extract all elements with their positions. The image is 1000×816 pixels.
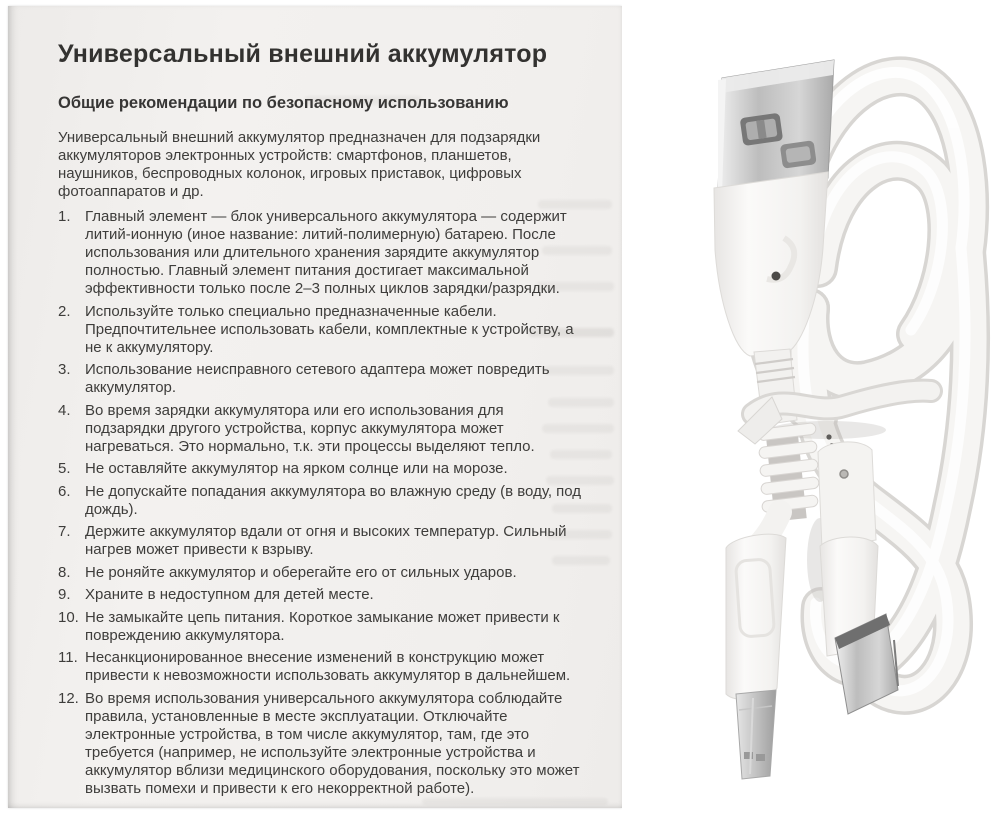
list-item-number: 5. <box>58 460 71 477</box>
usb-cable-photo <box>622 0 1000 816</box>
bleed-through-artifact <box>422 798 608 805</box>
list-item-text: Главный элемент — блок универсального аккумулятора — содержит литий-ионную (иное название: литий-полимерную) батарею. После использования или длительного хранения зарядите аккумулятор полностью. Главный элемент питания достигает максимальной эффективности только после 2–3 полных циклов зарядки/разрядки. <box>85 208 567 297</box>
list-item-text: Храните в недоступном для детей месте. <box>85 586 374 603</box>
list-item-text: Не роняйте аккумулятор и оберегайте его от сильных ударов. <box>85 563 517 581</box>
list-item-number: 12. <box>58 689 79 707</box>
bleed-through-artifact <box>546 530 612 539</box>
list-item <box>58 649 586 685</box>
list-item-text: Не замыкайте цепь питания. Короткое замыкание может привести к повреждению аккумулятора. <box>85 608 560 644</box>
list-item-text: Не оставляйте аккумулятор на ярком солнце или на морозе. <box>85 460 508 477</box>
list-item-text: Не допускайте попадания аккумулятора во влажную среду (в воду, под дождь). <box>85 482 582 518</box>
list-item <box>58 361 586 397</box>
list-item <box>58 483 586 519</box>
bleed-through-artifact <box>528 328 614 337</box>
list-item-text: Несанкционированное внесение изменений в конструкцию может привести к невозможности использовать аккумулятор в дальнейшем. <box>85 649 571 684</box>
list-item <box>58 609 586 645</box>
list-item <box>58 460 586 478</box>
list-item-number: 11. <box>58 649 78 666</box>
list-item-number: 9. <box>58 586 71 603</box>
list-item <box>58 690 586 798</box>
list-item-text: Использование неисправного сетевого адаптера может повредить аккумулятор. <box>85 361 550 396</box>
list-item-number: 3. <box>58 361 71 378</box>
list-item <box>58 303 586 357</box>
usb-cable-illustration <box>622 0 1000 816</box>
list-item-number: 2. <box>58 302 71 320</box>
list-item-number: 7. <box>58 523 71 540</box>
bleed-through-artifact <box>544 366 614 375</box>
list-item-number: 10. <box>58 608 79 626</box>
list-item <box>58 564 586 582</box>
bleed-through-artifact <box>546 476 614 485</box>
micro-usb-metal-tip <box>736 690 776 779</box>
list-item-number: 6. <box>58 482 71 500</box>
list-item-number: 4. <box>58 401 71 419</box>
cable-gap-speck <box>826 434 831 439</box>
intro-paragraph: Универсальный внешний аккумулятор предназначен для подзарядки аккумуляторов электронных устройств: смартфонов, планшетов, наушников, беспроводных колонок, игровых приставок, цифровых фотоаппаратов и др. <box>58 129 541 200</box>
bleed-through-artifact <box>550 450 612 459</box>
list-item-text: Держите аккумулятор вдали от огня и высоких температур. Сильный нагрев может привести к взрыву. <box>85 523 567 558</box>
section-heading: Общие рекомендации по безопасному использованию <box>58 94 509 112</box>
list-item <box>58 586 586 604</box>
list-item <box>58 523 586 559</box>
bleed-through-artifact <box>304 96 422 105</box>
micro-usb-connector <box>726 534 786 779</box>
strain-relief-ribs <box>757 423 819 546</box>
bleed-through-artifact <box>538 200 612 209</box>
bleed-through-artifact <box>552 504 612 513</box>
list-item-text: Используйте только специально предназначенные кабели. Предпочтительнее использовать кабели, комплектные к устройству, а не к аккумулятору. <box>85 302 574 356</box>
usb-a-connector <box>718 60 834 192</box>
led-hole <box>772 272 781 281</box>
bleed-through-artifact <box>542 424 614 433</box>
lanyard-hole <box>840 470 848 478</box>
safety-list <box>58 208 586 798</box>
list-item-text: Во время использования универсального аккумулятора соблюдайте правила, установленные в месте эксплуатации. Отключайте электронные устройства, в том числе аккумулятор, там, где это требуется (например, не используйте электронные устройства и аккумулятор вблизи медицинского оборудования, поскольку это может вызвать помехи и привести к его некорректной работе). <box>85 689 580 797</box>
bleed-through-artifact <box>548 398 614 407</box>
document-title: Универсальный внешний аккумулятор <box>58 40 548 68</box>
bleed-through-artifact <box>552 556 610 565</box>
bleed-through-artifact <box>536 282 614 291</box>
list-item-number: 8. <box>58 563 71 581</box>
list-item-number: 1. <box>58 208 71 225</box>
list-item <box>58 208 586 298</box>
bleed-through-artifact <box>542 246 612 255</box>
list-item-text: Во время зарядки аккумулятора или его использования для подзарядки другого устройства, корпус аккумулятора может нагреваться. Это нормально, т.к. эти процессы выделяют тепло. <box>85 401 535 455</box>
list-item <box>58 402 586 456</box>
instruction-sheet <box>8 6 622 808</box>
